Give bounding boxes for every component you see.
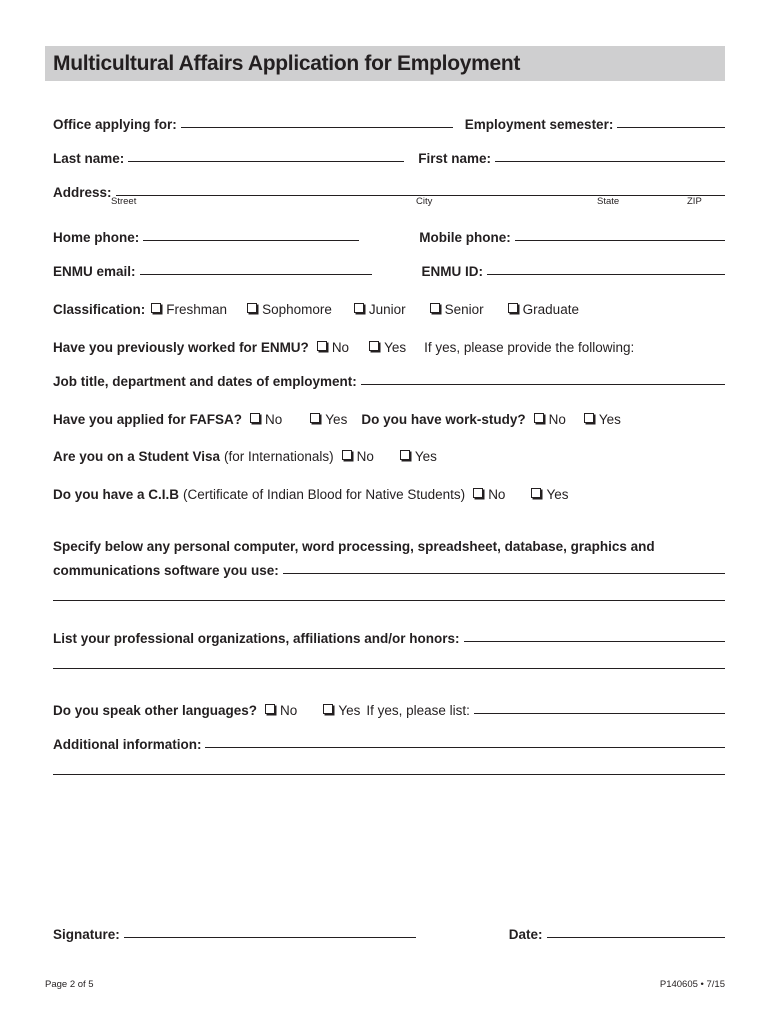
worked-enmu-no-option[interactable]: No [317,340,349,355]
fafsa-label: Have you applied for FAFSA? [53,412,243,427]
organizations-label: List your professional organizations, affiliations and/or honors: [53,631,460,646]
additional-field-extra[interactable] [53,774,725,775]
student-visa-row [53,444,725,464]
mobile-phone-label: Mobile phone: [419,230,511,245]
fafsa-no-checkbox[interactable] [250,413,260,423]
classification-label: Classification: [53,302,146,317]
office-row [53,112,725,132]
languages-no-checkbox[interactable] [265,704,275,714]
job-title-row [53,369,725,389]
sophomore-checkbox[interactable] [247,303,257,313]
languages-label: Do you speak other languages? [53,703,258,718]
enmu-id-label: ENMU ID: [421,264,484,279]
software-row [53,558,725,578]
cib-yes-option[interactable]: Yes [531,487,568,502]
date-label: Date: [508,927,543,942]
student-visa-note: (for Internationals) [224,449,334,464]
enmu-id-field[interactable] [487,274,725,275]
work-study-no-option[interactable]: No [534,412,566,427]
cib-label: Do you have a C.I.B [53,487,180,502]
senior-option[interactable]: Senior [430,302,484,317]
student-visa-label: Are you on a Student Visa [53,449,221,464]
email-row [53,259,725,279]
title-bar [45,46,725,81]
fafsa-no-option[interactable]: No [250,412,282,427]
worked-enmu-yes-checkbox[interactable] [369,341,379,351]
worked-enmu-no-checkbox[interactable] [317,341,327,351]
languages-yes-checkbox[interactable] [323,704,333,714]
software-field-extra[interactable] [53,600,725,601]
fafsa-row [53,407,725,427]
work-study-no-checkbox[interactable] [534,413,544,423]
freshman-option[interactable]: Freshman [151,302,227,317]
last-name-field[interactable] [128,161,404,162]
classification-row [53,297,725,317]
additional-row [53,732,725,752]
junior-option[interactable]: Junior [354,302,406,317]
cib-row [53,482,725,502]
languages-row [53,698,725,718]
worked-enmu-label: Have you previously worked for ENMU? [53,340,309,355]
freshman-checkbox[interactable] [151,303,161,313]
job-title-label: Job title, department and dates of employment: [53,374,357,389]
languages-no-option[interactable]: No [265,703,297,718]
organizations-field-extra[interactable] [53,668,725,669]
semester-field[interactable] [617,127,725,128]
street-sublabel: Street [111,196,137,207]
graduate-checkbox[interactable] [508,303,518,313]
languages-field[interactable] [474,713,725,714]
fafsa-yes-option[interactable]: Yes [310,412,347,427]
software-line1: Specify below any personal computer, word processing, spreadsheet, database, graphics and [53,539,655,554]
languages-yes-option[interactable]: Yes [323,703,360,718]
student-visa-no-checkbox[interactable] [342,450,352,460]
student-visa-yes-checkbox[interactable] [400,450,410,460]
work-study-label: Do you have work-study? [361,412,526,427]
address-row [53,180,725,200]
office-label: Office applying for: [53,117,177,132]
first-name-label: First name: [418,151,492,166]
worked-enmu-yes-option[interactable]: Yes [369,340,406,355]
student-visa-no-option[interactable]: No [342,449,374,464]
worked-enmu-note: If yes, please provide the following: [424,340,635,355]
signature-row [53,922,725,942]
worked-enmu-row [53,335,725,355]
junior-checkbox[interactable] [354,303,364,313]
name-row [53,146,725,166]
zip-sublabel: ZIP [687,196,702,207]
sophomore-option[interactable]: Sophomore [247,302,332,317]
state-sublabel: State [597,196,620,207]
semester-label: Employment semester: [464,117,614,132]
cib-no-option[interactable]: No [473,487,505,502]
additional-label: Additional information: [53,737,202,752]
page-number: Page 2 of 5 [45,979,94,990]
address-label: Address: [53,185,112,200]
cib-yes-checkbox[interactable] [531,488,541,498]
software-field[interactable] [283,573,725,574]
home-phone-field[interactable] [143,240,359,241]
last-name-label: Last name: [53,151,125,166]
phone-row [53,225,725,245]
signature-field[interactable] [124,937,416,938]
job-title-field[interactable] [361,384,725,385]
additional-field[interactable] [205,747,725,748]
city-sublabel: City [416,196,433,207]
page-title: Multicultural Affairs Application for Employment [53,51,521,75]
first-name-field[interactable] [495,161,725,162]
fafsa-yes-checkbox[interactable] [310,413,320,423]
cib-no-checkbox[interactable] [473,488,483,498]
software-label: communications software you use: [53,563,279,578]
enmu-email-field[interactable] [140,274,372,275]
work-study-yes-option[interactable]: Yes [584,412,621,427]
home-phone-label: Home phone: [53,230,140,245]
enmu-email-label: ENMU email: [53,264,136,279]
form-code: P140605 • 7/15 [659,979,725,990]
student-visa-yes-option[interactable]: Yes [400,449,437,464]
languages-note: If yes, please list: [366,703,470,718]
organizations-field[interactable] [464,641,725,642]
mobile-phone-field[interactable] [515,240,725,241]
organizations-row [53,626,725,646]
office-field[interactable] [181,127,453,128]
cib-note: (Certificate of Indian Blood for Native Students) [183,487,466,502]
software-intro-row [53,534,725,554]
date-field[interactable] [547,937,725,938]
senior-checkbox[interactable] [430,303,440,313]
work-study-yes-checkbox[interactable] [584,413,594,423]
graduate-option[interactable]: Graduate [508,302,579,317]
signature-label: Signature: [53,927,120,942]
